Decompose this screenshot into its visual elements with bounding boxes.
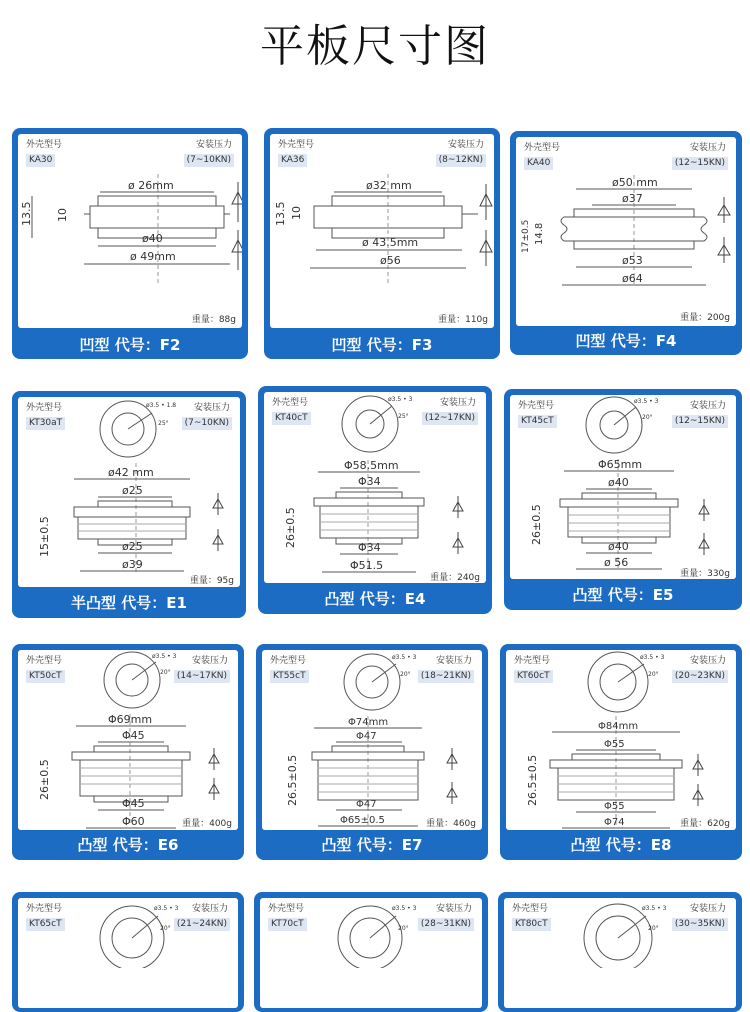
pressure-value: (12~15KN) <box>672 157 728 170</box>
pressure-label: 安装压力 <box>191 656 228 666</box>
case-code: KT60cT <box>514 670 553 683</box>
dim-mid: Φ47 <box>356 799 377 810</box>
pressure-value: (30~35KN) <box>672 918 728 931</box>
dim-height: 17±0.5 <box>521 219 531 253</box>
dim-height: 26±0.5 <box>38 759 51 800</box>
diode-symbol <box>718 197 730 223</box>
dim-mid: ø40 <box>608 540 629 553</box>
pressure-label: 安装压力 <box>689 904 726 914</box>
pressure-label: 安装压力 <box>435 656 472 666</box>
case-type-label: 外壳型号 <box>26 140 63 150</box>
gate-angle: 20° <box>160 925 171 932</box>
gate-note: ø3.5 • 3 <box>640 654 665 661</box>
pressure-value: (12~15KN) <box>672 415 728 428</box>
card-body <box>516 137 736 326</box>
pressure-value: (14~17KN) <box>174 670 230 683</box>
diode-symbol <box>480 184 492 220</box>
case-code: KT65cT <box>26 918 65 931</box>
dim-top-inner: ø25 <box>122 484 143 497</box>
case-code: KA40 <box>524 157 553 170</box>
diode-symbol <box>209 778 219 800</box>
dim-height: 26.5±0.5 <box>286 754 299 806</box>
weight-text: 重量：95g <box>189 576 234 586</box>
page-title: 平板尺寸图 <box>260 21 490 72</box>
case-code: KT55cT <box>270 670 309 683</box>
gate-note: ø3.5 • 3 <box>388 396 413 403</box>
dim-bottom: Φ60 <box>122 815 145 828</box>
package-drawing <box>504 898 736 968</box>
gate-angle: 20° <box>648 925 659 932</box>
package-drawing <box>18 397 240 573</box>
package-caption: 半凸型 代号：E1 <box>71 594 187 612</box>
gate-angle: 20° <box>400 671 411 678</box>
dim-top-inner: Φ34 <box>358 475 381 488</box>
diode-symbol <box>447 748 457 770</box>
case-type-label: 外壳型号 <box>26 904 63 914</box>
diode-symbol <box>480 230 492 266</box>
top-view-outer <box>584 904 652 968</box>
package-drawing <box>262 650 482 830</box>
weight-text: 重量：460g <box>426 819 476 829</box>
gate-note: ø3.5 • 3 <box>154 905 179 912</box>
dim-mid: ø25 <box>122 540 143 553</box>
dim-bottom: Φ65±0.5 <box>340 815 385 826</box>
case-type-label: 外壳型号 <box>26 403 63 413</box>
dim-inner: 10 <box>290 206 303 220</box>
gate-note: ø3.5 • 3 <box>392 905 417 912</box>
package-card-ka40 <box>510 131 742 355</box>
diode-symbol <box>453 496 463 518</box>
pressure-value: (28~31KN) <box>418 918 474 931</box>
pressure-label: 安装压力 <box>435 904 472 914</box>
dim-inner: 14.8 <box>534 222 545 245</box>
dim-bottom: ø 56 <box>604 556 629 569</box>
package-drawing <box>270 174 494 324</box>
dim-mid: ø 43.5mm <box>362 236 419 249</box>
card-body <box>18 898 238 1008</box>
pressure-label: 安装压力 <box>191 904 228 914</box>
pressure-value: (7~10KN) <box>182 417 232 430</box>
package-caption: 凸型 代号：E6 <box>77 836 179 854</box>
case-code: KA30 <box>26 154 55 167</box>
card-body <box>18 397 240 587</box>
card-body <box>18 650 238 830</box>
package-drawing <box>18 174 242 324</box>
case-type-label: 外壳型号 <box>512 904 549 914</box>
gate-angle: 20° <box>160 669 171 676</box>
gate-note: ø3.5 • 3 <box>392 654 417 661</box>
package-drawing <box>264 392 486 582</box>
dim-top-inner: Φ45 <box>122 729 145 742</box>
case-code: KT50cT <box>26 670 65 683</box>
gate-angle: 20° <box>642 414 653 421</box>
package-drawing <box>516 175 736 325</box>
diode-symbol <box>213 529 223 551</box>
weight-text: 重量：88g <box>191 315 236 325</box>
gate-note: ø3.5 • 3 <box>152 653 177 660</box>
card-body <box>260 898 482 1008</box>
weight-text: 重量：200g <box>680 313 730 323</box>
diode-symbol <box>453 532 463 554</box>
pressure-label: 安装压力 <box>195 140 232 150</box>
card-body <box>262 650 482 830</box>
package-card-kt60ct <box>500 644 742 860</box>
dim-top-inner: ø37 <box>622 192 643 205</box>
card-body <box>506 650 736 830</box>
package-card-kt45ct <box>504 389 742 610</box>
diode-symbol <box>232 230 242 270</box>
dim-mid: Φ45 <box>122 797 145 810</box>
case-code: KT80cT <box>512 918 551 931</box>
pressure-label: 安装压力 <box>689 656 726 666</box>
package-caption: 凸型 代号：E7 <box>321 836 423 854</box>
diode-symbol <box>693 754 703 776</box>
dim-top: Φ69mm <box>108 713 153 726</box>
dim-mid: Φ34 <box>358 541 381 554</box>
package-drawing <box>18 898 238 968</box>
dim-mid: ø40 <box>142 232 163 245</box>
pressure-value: (18~21KN) <box>418 670 474 683</box>
package-card-ka36 <box>264 128 500 359</box>
gate-note: ø3.5 • 3 <box>634 398 659 405</box>
pressure-value: (20~23KN) <box>672 670 728 683</box>
dim-top: ø50 mm <box>612 176 658 189</box>
package-drawing <box>18 650 238 830</box>
package-caption: 凹型 代号：F4 <box>575 332 677 350</box>
diode-symbol <box>718 237 730 263</box>
dim-height: 15±0.5 <box>38 516 51 557</box>
case-code: KT45cT <box>518 415 557 428</box>
dim-bottom: ø39 <box>122 558 143 571</box>
weight-text: 重量：620g <box>680 819 730 829</box>
package-caption: 凸型 代号：E8 <box>570 836 672 854</box>
weight-text: 重量：330g <box>680 569 730 579</box>
case-type-label: 外壳型号 <box>268 904 305 914</box>
package-caption: 凸型 代号：E4 <box>324 590 426 608</box>
gate-note: ø3.5 • 1.8 <box>146 402 177 409</box>
package-card-kt30at <box>12 391 246 618</box>
diode-symbol <box>699 499 709 521</box>
pressure-value: (7~10KN) <box>184 154 234 167</box>
package-card-kt40ct <box>258 386 492 614</box>
case-code: KT40cT <box>272 412 311 425</box>
dim-bottom: ø64 <box>622 272 643 285</box>
card-body <box>510 395 736 579</box>
dim-bottom: ø56 <box>380 254 401 267</box>
diode-symbol <box>213 493 223 515</box>
dim-top-inner: Φ47 <box>356 731 377 742</box>
gate-angle: 25° <box>158 420 169 427</box>
pressure-value: (21~24KN) <box>174 918 230 931</box>
dim-height: 26.5±0.5 <box>526 754 539 806</box>
package-card-kt70ct <box>254 892 488 1012</box>
card-body <box>18 134 242 328</box>
dim-top: Φ74mm <box>348 717 389 728</box>
card-body <box>270 134 494 328</box>
package-card-kt50ct <box>12 644 244 860</box>
diode-symbol <box>209 748 219 770</box>
case-type-label: 外壳型号 <box>270 656 307 666</box>
case-type-label: 外壳型号 <box>26 656 63 666</box>
dim-inner: 10 <box>56 208 69 222</box>
package-drawing <box>510 395 736 579</box>
case-type-label: 外壳型号 <box>518 401 555 411</box>
pressure-label: 安装压力 <box>689 143 726 153</box>
case-code: KT70cT <box>268 918 307 931</box>
top-view-outer <box>338 906 402 968</box>
package-card-ka30 <box>12 128 248 359</box>
pressure-value: (8~12KN) <box>436 154 486 167</box>
gate-angle: 25° <box>398 413 409 420</box>
case-type-label: 外壳型号 <box>272 398 309 408</box>
dim-top: ø32 mm <box>366 179 412 192</box>
diode-symbol <box>447 782 457 804</box>
case-type-label: 外壳型号 <box>524 143 561 153</box>
weight-text: 重量：400g <box>182 819 232 829</box>
package-drawing <box>260 898 482 968</box>
package-caption: 凸型 代号：E5 <box>572 586 674 604</box>
diode-symbol <box>699 533 709 555</box>
dim-top: ø42 mm <box>108 466 154 479</box>
case-type-label: 外壳型号 <box>514 656 551 666</box>
dim-top-inner: Φ55 <box>604 739 625 750</box>
gate-angle: 20° <box>398 925 409 932</box>
dim-bottom: ø 49mm <box>130 250 176 263</box>
dim-top: ø 26mm <box>128 179 174 192</box>
dim-mid: Φ55 <box>604 801 625 812</box>
dim-bottom: Φ51.5 <box>350 559 384 572</box>
weight-text: 重量：110g <box>438 315 488 325</box>
dim-top: Φ65mm <box>598 458 643 471</box>
diode-symbol <box>693 784 703 806</box>
dim-top: Φ58.5mm <box>344 459 399 472</box>
package-card-kt65ct <box>12 892 244 1012</box>
dim-height: 26±0.5 <box>530 504 543 545</box>
dim-mid: ø53 <box>622 254 643 267</box>
dim-bottom: Φ74 <box>604 817 625 828</box>
gate-note: ø3.5 • 3 <box>642 905 667 912</box>
dim-top: Φ84mm <box>598 721 639 732</box>
dim-top-inner: ø40 <box>608 476 629 489</box>
case-type-label: 外壳型号 <box>278 140 315 150</box>
package-caption: 凹型 代号：F3 <box>331 336 433 354</box>
pressure-label: 安装压力 <box>689 401 726 411</box>
dim-height: 13.5 <box>20 201 33 226</box>
dim-height: 26±0.5 <box>284 507 297 548</box>
pressure-label: 安装压力 <box>193 403 230 413</box>
top-view-outer <box>100 906 164 968</box>
case-code: KT30aT <box>26 417 65 430</box>
pressure-label: 安装压力 <box>447 140 484 150</box>
package-card-kt55ct <box>256 644 488 860</box>
gate-angle: 20° <box>648 671 659 678</box>
card-body <box>264 392 486 583</box>
dim-height: 13.5 <box>274 201 287 226</box>
package-card-kt80ct <box>498 892 742 1012</box>
package-caption: 凹型 代号：F2 <box>79 336 181 354</box>
pressure-value: (12~17KN) <box>422 412 478 425</box>
weight-text: 重量：240g <box>430 573 480 583</box>
diode-symbol <box>232 182 242 222</box>
pressure-label: 安装压力 <box>439 398 476 408</box>
package-drawing <box>506 650 736 830</box>
card-body <box>504 898 736 1008</box>
case-code: KA36 <box>278 154 307 167</box>
